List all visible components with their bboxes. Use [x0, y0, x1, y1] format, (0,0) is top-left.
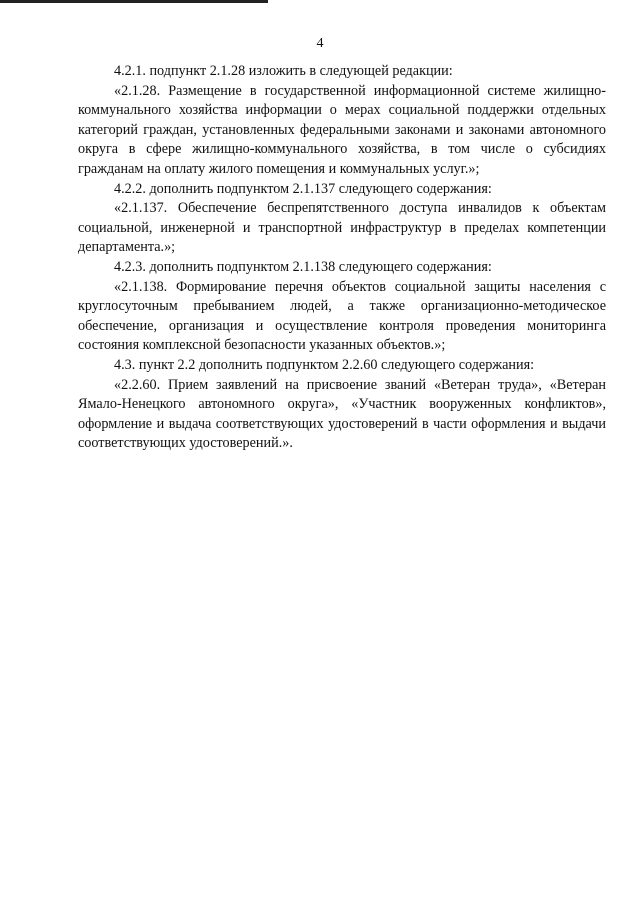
top-border-line: [0, 0, 268, 3]
page-number: 4: [316, 36, 324, 51]
document-body: [78, 62, 606, 454]
paragraph-2-1-138: «2.1.138. Формирование перечня объектов социальной защиты населения с круглосуточным пребыванием людей, а также организационно-методическое обеспечение, организация и осуществление контроля проведения мониторинга состояния комплексной безопасности указанных объектов.»;: [78, 278, 606, 354]
paragraph-4-2-2: 4.2.2. дополнить подпунктом 2.1.137 следующего содержания:: [114, 180, 492, 197]
paragraph-2-2-60: «2.2.60. Прием заявлений на присвоение званий «Ветеран труда», «Ветеран Ямало-Ненецкого автономного округа», «Участник вооруженных конфликтов», оформление и выдача соответствующих удостоверений в части оформления и выдачи соответствующих удостоверений.».: [78, 376, 606, 452]
paragraph-4-2-1: 4.2.1. подпункт 2.1.28 изложить в следующей редакции:: [114, 63, 453, 79]
paragraph-2-1-137: «2.1.137. Обеспечение беспрепятственного доступа инвалидов к объектам социальной, инженерной и транспортной инфраструктур в пределах компетенции департамента.»;: [78, 200, 606, 256]
paragraph-4-2-3: 4.2.3. дополнить подпунктом 2.1.138 следующего содержания:: [114, 258, 492, 275]
paragraph-4-3: 4.3. пункт 2.2 дополнить подпунктом 2.2.60 следующего содержания:: [114, 356, 535, 373]
paragraph-2-1-28: «2.1.28. Размещение в государственной информационной системе жилищно-коммунального хозяйства информации о мерах социальной поддержки отдельных категорий граждан, установленных федеральными законами и законами автономного округа в сфере жилищно-коммунального хозяйства, в том числе о субсидиях гражданам на оплату жилого помещения и коммунальных услуг.»;: [78, 82, 606, 177]
